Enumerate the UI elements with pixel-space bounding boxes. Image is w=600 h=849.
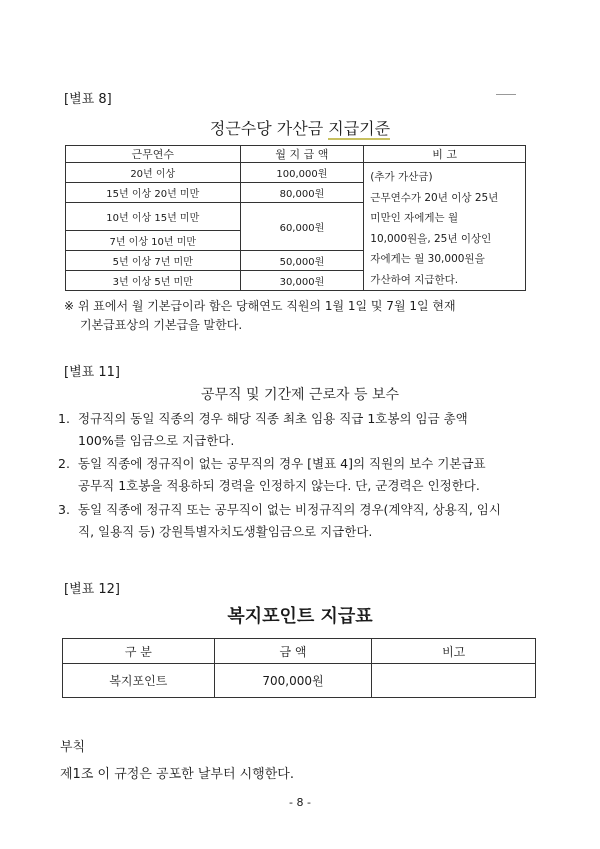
annex8-title [0, 116, 600, 139]
annex8-header-amount: 월 지 급 액 [240, 146, 364, 163]
annex8-note-line: 근무연수가 20년 이상 25년 [370, 191, 499, 204]
annex12-label: [별표 12] [64, 582, 120, 597]
annex11-item-line: 직, 일용직 등) 강원특별자치도생활임금으로 지급한다. [78, 524, 373, 539]
annex11-item-number: 2. [58, 456, 70, 471]
annex12-header-amount: 금 액 [214, 639, 372, 664]
annex12-header-category: 구 분 [63, 639, 215, 664]
page-number: - 8 - [289, 796, 311, 809]
addendum-article: 제1조 이 규정은 공포한 날부터 시행한다. [60, 767, 294, 782]
annex8-label: [별표 8] [64, 92, 112, 107]
annex12-row-category: 복지포인트 [63, 664, 215, 698]
annex8-row-amount: 50,000원 [240, 251, 364, 271]
annex8-table [65, 145, 526, 291]
annex8-note-cell [364, 163, 526, 291]
annex11-title: 공무직 및 기간제 근로자 등 보수 [200, 387, 400, 403]
annex11-item-line: 100%를 임금으로 지급한다. [78, 433, 235, 448]
annex11-label: [별표 11] [64, 365, 120, 380]
annex11-item-number: 1. [58, 411, 70, 426]
annex12-title: 복지포인트 지급표 [227, 606, 373, 627]
annex8-row-amount: 80,000원 [240, 183, 364, 203]
annex8-note-line: (추가 가산금) [370, 171, 433, 183]
annex8-header-years: 근무연수 [66, 146, 241, 163]
annex8-row-years: 15년 이상 20년 미만 [66, 183, 241, 203]
annex11-item-line: 정규직의 동일 직종의 경우 해당 직종 최초 임용 직급 1호봉의 임금 총액 [78, 411, 468, 426]
annex8-row-amount: 30,000원 [240, 271, 364, 291]
annex11-item-line: 동일 직종에 정규직 또는 공무직이 없는 비정규직의 경우(계약직, 상용직, 임시 [78, 502, 501, 517]
annex12-header-remark: 비고 [372, 639, 536, 664]
annex8-header-note: 비 고 [364, 146, 526, 163]
annex8-row-amount-merged: 60,000원 [240, 203, 364, 251]
annex11-item-line: 동일 직종에 정규직이 없는 공무직의 경우 [별표 4]의 직원의 보수 기본급표 [78, 456, 486, 471]
annex8-note-line: 자에게는 월 30,000원을 [370, 253, 485, 265]
annex8-note-line: 가산하여 지급한다. [370, 273, 459, 286]
annex12-row-amount: 700,000원 [214, 664, 372, 698]
annex8-title-underlined: 지급기준 [328, 119, 391, 138]
addendum-heading: 부칙 [60, 740, 86, 755]
annex12-table [62, 638, 536, 698]
annex8-row-years: 7년 이상 10년 미만 [66, 231, 241, 251]
annex8-row-years: 5년 이상 7년 미만 [66, 251, 241, 271]
annex8-row-years: 20년 이상 [66, 163, 241, 183]
annex8-footnote-line2: 기본급표상의 기본급을 말한다. [80, 318, 243, 332]
annex11-item-line: 공무직 1호봉을 적용하되 경력을 인정하지 않는다. 단, 군경력은 인정한다. [78, 478, 480, 493]
annex8-footnote-line1: ※ 위 표에서 월 기본급이라 함은 당해연도 직원의 1월 1일 및 7월 1일 현재 [64, 299, 456, 313]
annex11-item-number: 3. [58, 502, 70, 517]
annex8-row-amount: 100,000원 [240, 163, 364, 183]
annex8-note-line: 10,000원을, 25년 이상인 [370, 232, 492, 245]
annex12-row-remark [372, 664, 536, 698]
annex8-row-years: 10년 이상 15년 미만 [66, 203, 241, 231]
annex8-row-years: 3년 이상 5년 미만 [66, 271, 241, 291]
top-right-mark [496, 94, 516, 95]
annex8-title-prefix: 정근수당 가산금 [209, 119, 329, 138]
annex8-note-line: 미만인 자에게는 월 [370, 212, 459, 224]
